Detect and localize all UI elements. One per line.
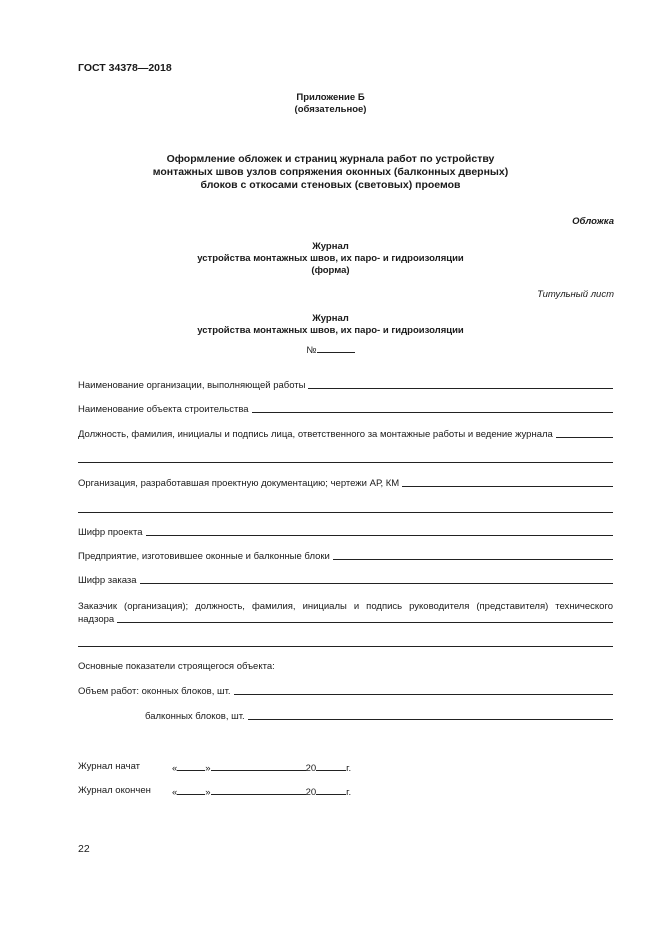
customer-label-line-1: Заказчик (организация); должность, фамилия, инициалы и подпись руководителя (представителя) технического bbox=[78, 601, 613, 612]
started-year-blank[interactable] bbox=[316, 761, 346, 771]
journal-finished-date bbox=[172, 785, 351, 798]
customer-continuation-line[interactable] bbox=[78, 646, 613, 647]
main-indicators-heading: Основные показатели строящегося объекта: bbox=[78, 661, 275, 672]
finished-quote-close: » bbox=[205, 787, 211, 798]
journal-finished-label: Журнал окончен bbox=[78, 785, 151, 796]
title-page-journal-title: Журнал bbox=[312, 313, 349, 324]
responsible-label: Должность, фамилия, инициалы и подпись лица, ответственного за монтажные работы и ведение журнала bbox=[78, 429, 553, 440]
customer-blank[interactable] bbox=[117, 621, 613, 623]
finished-year-prefix: 20 bbox=[305, 787, 317, 798]
appendix-title: Приложение Б bbox=[296, 92, 365, 103]
journal-number bbox=[0, 343, 661, 356]
project-code-label: Шифр проекта bbox=[78, 527, 143, 538]
customer-label-line-2: надзора bbox=[78, 614, 115, 625]
page-number: 22 bbox=[78, 843, 90, 855]
volume-windows-label: Объем работ: оконных блоков, шт. bbox=[78, 686, 231, 697]
design-org-field bbox=[78, 478, 613, 489]
volume-windows-field bbox=[78, 686, 613, 697]
org-name-label: Наименование организации, выполняющей работы bbox=[78, 380, 306, 391]
design-org-blank[interactable] bbox=[402, 485, 613, 487]
responsible-field bbox=[78, 429, 613, 440]
cover-label: Обложка bbox=[572, 216, 614, 227]
started-year-prefix: 20 bbox=[305, 763, 317, 774]
cover-journal-subtitle: устройства монтажных швов, их паро- и гидроизоляции bbox=[197, 253, 464, 264]
object-name-field bbox=[78, 404, 613, 415]
design-org-continuation-line[interactable] bbox=[78, 512, 613, 513]
org-name-field bbox=[78, 380, 613, 391]
cover-journal-title: Журнал bbox=[312, 241, 349, 252]
design-org-label: Организация, разработавшая проектную документацию; чертежи АР, КМ bbox=[78, 478, 400, 489]
cover-form-note: (форма) bbox=[311, 265, 350, 276]
journal-started-label: Журнал начат bbox=[78, 761, 141, 772]
appendix-status: (обязательное) bbox=[294, 104, 367, 115]
started-year-suffix: г. bbox=[346, 763, 352, 774]
org-name-blank[interactable] bbox=[308, 387, 613, 389]
project-code-blank[interactable] bbox=[146, 534, 613, 536]
customer-field bbox=[78, 614, 613, 625]
started-quote-close: » bbox=[205, 763, 211, 774]
order-code-label: Шифр заказа bbox=[78, 575, 137, 586]
finished-month-blank[interactable] bbox=[211, 785, 306, 795]
project-code-field bbox=[78, 527, 613, 538]
order-code-field bbox=[78, 575, 613, 586]
started-day-blank[interactable] bbox=[177, 761, 205, 771]
manufacturer-blank[interactable] bbox=[333, 558, 613, 560]
title-page-journal-subtitle: устройства монтажных швов, их паро- и гидроизоляции bbox=[197, 325, 464, 336]
journal-started-date bbox=[172, 761, 351, 774]
order-code-blank[interactable] bbox=[140, 582, 613, 584]
object-name-blank[interactable] bbox=[252, 411, 613, 413]
journal-number-blank[interactable] bbox=[317, 343, 355, 353]
volume-balcony-label: балконных блоков, шт. bbox=[145, 711, 245, 722]
title-page-label: Титульный лист bbox=[537, 289, 614, 300]
volume-windows-blank[interactable] bbox=[234, 693, 613, 695]
responsible-continuation-line[interactable] bbox=[78, 462, 613, 463]
finished-day-blank[interactable] bbox=[177, 785, 205, 795]
manufacturer-label: Предприятие, изготовившее оконные и балконные блоки bbox=[78, 551, 330, 562]
started-quote-open: « bbox=[172, 763, 178, 774]
finished-year-blank[interactable] bbox=[316, 785, 346, 795]
started-month-blank[interactable] bbox=[211, 761, 306, 771]
finished-year-suffix: г. bbox=[346, 787, 352, 798]
volume-balcony-field bbox=[145, 711, 613, 722]
volume-balcony-blank[interactable] bbox=[248, 718, 613, 720]
object-name-label: Наименование объекта строительства bbox=[78, 404, 249, 415]
section-heading-line-1: Оформление обложек и страниц журнала работ по устройству bbox=[166, 153, 495, 165]
journal-number-sign: № bbox=[306, 345, 317, 356]
section-heading-line-3: блоков с откосами стеновых (световых) проемов bbox=[200, 179, 461, 191]
responsible-blank[interactable] bbox=[556, 436, 613, 438]
manufacturer-field bbox=[78, 551, 613, 562]
document-code: ГОСТ 34378—2018 bbox=[78, 62, 172, 74]
finished-quote-open: « bbox=[172, 787, 178, 798]
section-heading-line-2: монтажных швов узлов сопряжения оконных (балконных дверных) bbox=[152, 166, 509, 178]
